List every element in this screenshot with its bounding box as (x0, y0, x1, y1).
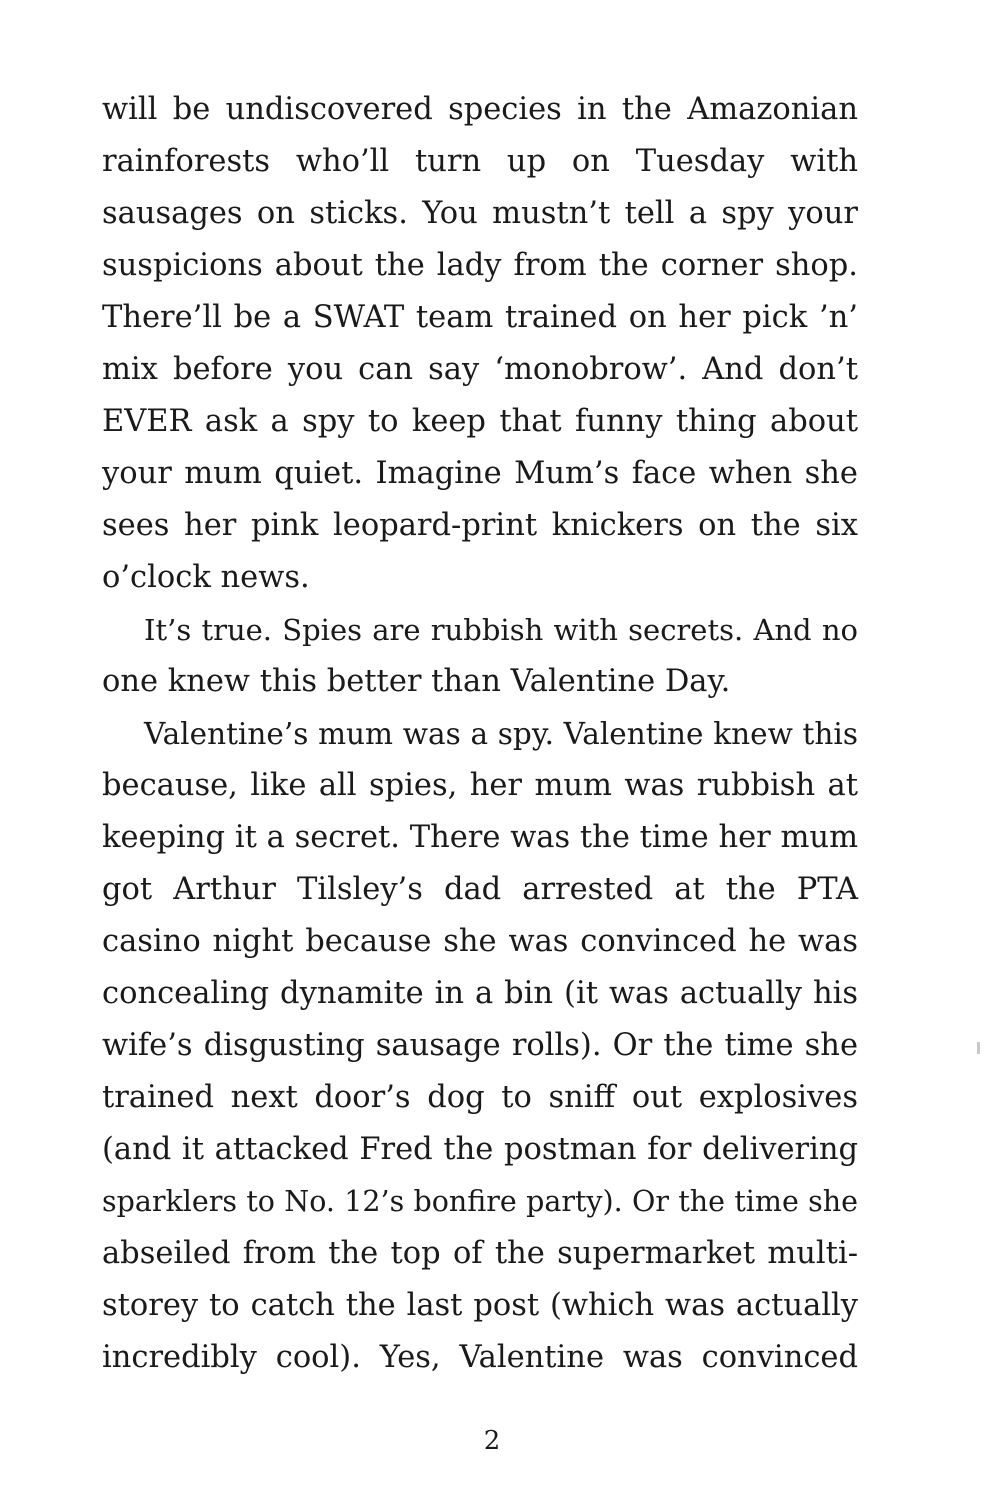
text-line: o’clock news. (102, 560, 310, 595)
text-line: incredibly cool). Yes, Valentine was convinced (102, 1340, 858, 1375)
text-line: because, like all spies, her mum was rubbish at (102, 768, 858, 803)
text-line: concealing dynamite in a bin (it was actually his (102, 976, 858, 1011)
text-line: suspicions about the lady from the corner shop. (102, 248, 858, 283)
text-line: sausages on sticks. You mustn’t tell a spy your (102, 196, 858, 231)
edge-mark (977, 1042, 980, 1054)
text-line: trained next door’s dog to sniff out explosives (102, 1080, 858, 1115)
text-line: There’ll be a SWAT team trained on her pick ’n’ (102, 300, 858, 335)
text-line: keeping it a secret. There was the time her mum (102, 820, 858, 855)
text-line: mix before you can say ‘monobrow’. And don’t (102, 352, 858, 387)
text-line: abseiled from the top of the supermarket multi- (102, 1236, 858, 1271)
text-line: got Arthur Tilsley’s dad arrested at the PTA (102, 872, 858, 907)
text-line: rainforests who’ll turn up on Tuesday with (102, 144, 858, 179)
text-line: (and it attacked Fred the postman for delivering (102, 1132, 858, 1167)
text-line: storey to catch the last post (which was actually (102, 1288, 858, 1323)
text-line: will be undiscovered species in the Amazonian (102, 92, 858, 127)
text-line: sees her pink leopard-print knickers on the six (102, 508, 858, 543)
page-number: 2 (483, 1426, 501, 1456)
text-line: casino night because she was convinced he was (102, 924, 858, 959)
text-line: Valentine’s mum was a spy. Valentine knew this (144, 717, 858, 751)
text-line: wife’s disgusting sausage rolls). Or the time she (102, 1028, 858, 1063)
body-text (102, 84, 858, 1384)
text-line: It’s true. Spies are rubbish with secrets. And no (144, 613, 858, 647)
text-line: your mum quiet. Imagine Mum’s face when she (102, 456, 858, 491)
text-line: sparklers to No. 12’s bonfire party). Or the time she (102, 1185, 858, 1218)
text-line: EVER ask a spy to keep that funny thing about (102, 404, 858, 439)
text-line: one knew this better than Valentine Day. (102, 664, 731, 699)
